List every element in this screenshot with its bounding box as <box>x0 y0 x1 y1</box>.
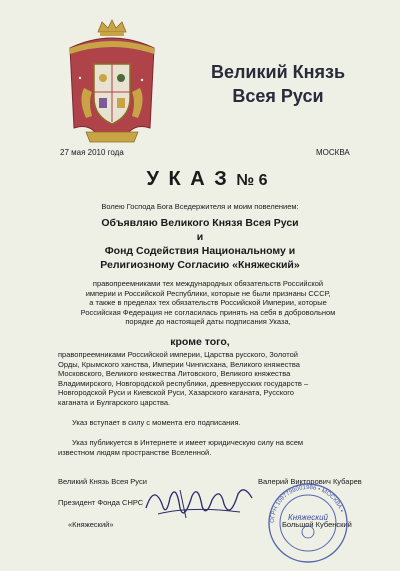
declaration-line: Объявляю Великого Князя Всея Руси <box>101 217 299 229</box>
fund-president-name: Большой Кубенский <box>282 520 352 529</box>
paragraph-line: правопреемниками Российской империи, Царства русского, Золотой <box>58 350 298 359</box>
decree-date: 27 мая 2010 года <box>60 148 124 157</box>
declaration <box>40 216 360 272</box>
paragraph-obligations <box>58 279 358 327</box>
official-stamp-icon <box>262 482 354 564</box>
stamp-center-text: Княжеский <box>288 513 328 522</box>
paragraph-successors <box>58 350 358 408</box>
stamp-ring-text: ОГРН 1097799001986 • МОСКВА • <box>269 484 345 524</box>
paragraph-line: порядке до настоящей даты подписания Указа, <box>125 317 291 327</box>
signatory-title: Великий Князь Всея Руси <box>58 477 147 486</box>
paragraph-line: известном людям пространстве Вселенной. <box>58 447 212 457</box>
paragraph-line: Новгородской Руси и Киевской Руси, Хазарского каганата, Русского <box>58 388 294 398</box>
title-line-1: Великий Князь <box>210 62 346 82</box>
will-line: Волею Господа Бога Вседержителя и моим повелением: <box>101 202 299 211</box>
paragraph-line: Владимирского, Новгородской республики, древнерусских государств – <box>58 378 309 388</box>
handwritten-signature-icon <box>140 478 260 528</box>
paragraph-line: а также в пределах тех обязательств Российской Империи, которые <box>89 298 327 308</box>
paragraph-line: правопреемниками тех международных обязательств Российской <box>92 279 324 288</box>
paragraph-line: Указ публикуется в Интернете и имеет юридическую силу на всем <box>72 438 304 447</box>
declaration-line: и <box>196 231 204 243</box>
decree-city: МОСКВА <box>316 148 350 157</box>
besides-heading: кроме того, <box>170 336 230 348</box>
title-line-2: Всея Руси <box>232 86 324 106</box>
decree-title: У К А З <box>146 168 229 190</box>
fund-name: «Княжеский» <box>68 520 114 529</box>
declaration-line: Религиозному Согласию «Княжеский» <box>100 259 300 271</box>
coat-of-arms-icon <box>62 18 162 148</box>
paragraph-line: Московского, Великого княжества Литовского, Великого княжества <box>58 369 291 379</box>
signatory-name: Валерий Викторович Кубарев <box>258 477 362 486</box>
page-title <box>188 60 368 108</box>
effective-clause: Указ вступает в силу с момента его подписания. <box>72 418 241 427</box>
fund-president-title: Президент Фонда СНРС <box>58 498 144 507</box>
decree-number: № 6 <box>236 172 268 189</box>
paragraph-line: каганата и Булгарского царства. <box>58 397 171 407</box>
paragraph-line: империи и Российской Республики, которые не были признаны СССР, <box>85 288 331 298</box>
decree-heading <box>122 168 292 191</box>
declaration-line: Фонд Содействия Национальному и <box>104 245 296 257</box>
publication-clause <box>58 438 358 457</box>
paragraph-line: Российская Федерация не согласилась принять на себя в добровольном <box>80 307 336 317</box>
paragraph-line: Орды, Крымского ханства, Империи Чингисхана, Великого княжества <box>58 359 300 369</box>
